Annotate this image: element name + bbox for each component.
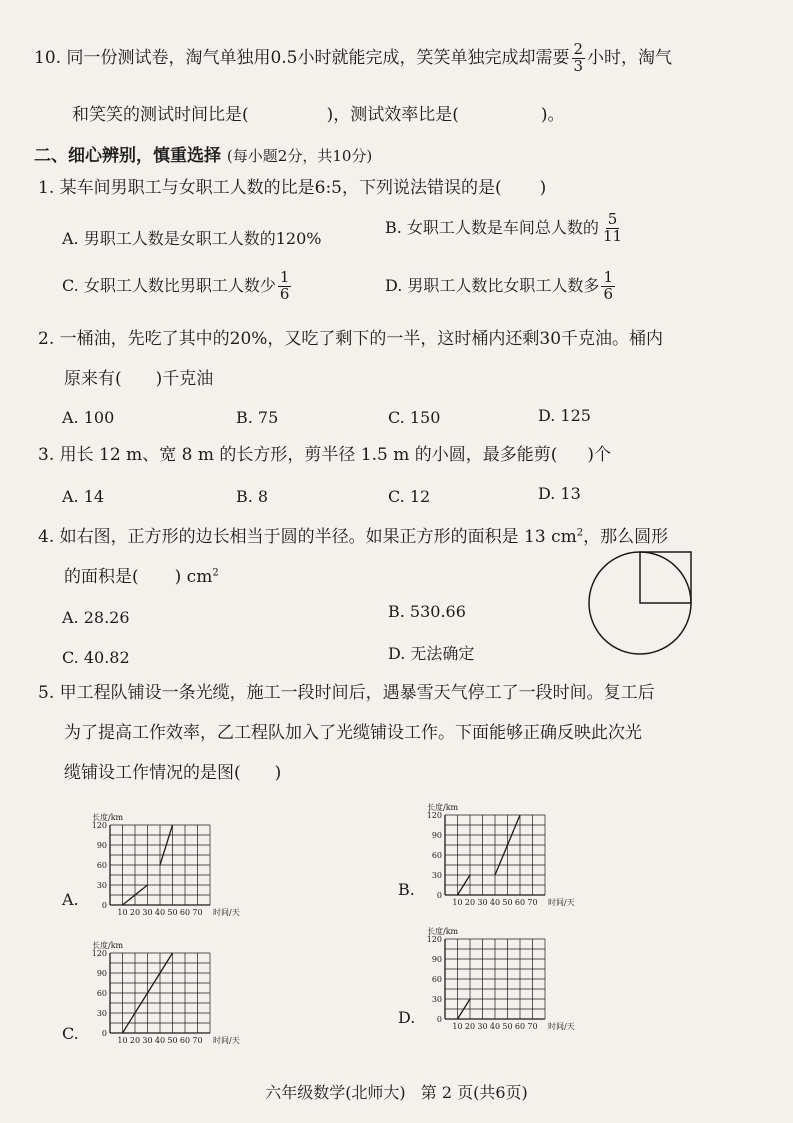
- q1-option-b-num: 5: [607, 210, 618, 228]
- q1-option-b-den: 11: [602, 226, 623, 245]
- q10-frac-den: 3: [573, 56, 584, 75]
- q1-option-b[interactable]: [385, 212, 626, 245]
- y-tick-label: 60: [431, 975, 442, 984]
- y-axis-label: 长度/km: [92, 813, 124, 822]
- q3-option-c[interactable]: C. 12: [388, 487, 431, 506]
- x-axis-label: 时间/天: [548, 1022, 575, 1031]
- x-tick-label: 40: [154, 1036, 166, 1045]
- x-tick-label: 50: [167, 1036, 178, 1045]
- y-axis-label: 长度/km: [92, 941, 124, 950]
- q10-number: 10.: [34, 47, 62, 68]
- graph-a-label[interactable]: A.: [62, 890, 79, 909]
- x-tick-label: 60: [514, 898, 526, 907]
- q1-text-end: ): [539, 178, 547, 198]
- y-tick-label: 30: [96, 1009, 107, 1018]
- graph-d-label[interactable]: D.: [398, 1008, 416, 1027]
- q5-text-2: 为了提高工作效率，乙工程队加入了光缆铺设工作。下面能够正确反映此次光: [64, 723, 642, 743]
- q5-line1: [38, 682, 655, 704]
- x-tick-label: 20: [129, 908, 141, 917]
- q10-text-d: )，测试效率比是(: [326, 105, 459, 125]
- q2-option-c[interactable]: C. 150: [388, 408, 441, 427]
- q5-text-3b: ): [274, 763, 282, 783]
- x-tick-label: 10: [117, 1036, 128, 1045]
- q4-sup-1: 2: [576, 527, 584, 539]
- q1-option-c-fraction: [278, 270, 292, 303]
- q1-option-b-fraction: [601, 212, 624, 245]
- x-tick-label: 40: [489, 898, 501, 907]
- q2-number: 2.: [38, 329, 55, 349]
- q4-text-end: ，那么圆形: [583, 527, 669, 547]
- x-axis-label: 时间/天: [213, 1036, 240, 1045]
- x-tick-label: 20: [464, 1022, 476, 1031]
- q5-number: 5.: [38, 683, 55, 703]
- q1-option-a-text: A. 男职工人数是女职工人数的120%: [62, 229, 322, 248]
- q1-number: 1.: [38, 178, 55, 198]
- q4-option-a[interactable]: A. 28.26: [62, 608, 130, 627]
- y-tick-label: 0: [436, 1015, 442, 1024]
- x-tick-label: 70: [527, 898, 538, 907]
- x-tick-label: 40: [489, 1022, 501, 1031]
- y-tick-label: 30: [431, 871, 442, 880]
- q2-option-a[interactable]: A. 100: [62, 408, 115, 427]
- x-tick-label: 30: [142, 1036, 153, 1045]
- x-tick-label: 10: [452, 898, 463, 907]
- x-axis-label: 时间/天: [548, 898, 575, 907]
- graph-c[interactable]: [80, 938, 280, 1050]
- graph-d[interactable]: [415, 924, 615, 1036]
- y-tick-label: 60: [96, 861, 107, 870]
- x-tick-label: 70: [527, 1022, 538, 1031]
- q5-text-3a: 缆铺设工作情况的是图(: [64, 763, 241, 783]
- q10-fraction: [572, 42, 586, 75]
- q1-option-c-den: 6: [279, 284, 290, 303]
- q1-option-a[interactable]: [62, 226, 321, 249]
- q2-text-b: )千克油: [155, 369, 214, 389]
- graph-b-label[interactable]: B.: [398, 880, 415, 899]
- q4-option-c[interactable]: C. 40.82: [62, 648, 130, 667]
- y-tick-label: 120: [426, 811, 442, 820]
- y-tick-label: 90: [96, 969, 107, 978]
- q2-line1: [38, 328, 663, 350]
- graph-c-label[interactable]: C.: [62, 1024, 79, 1043]
- q1-option-d[interactable]: [385, 270, 617, 303]
- x-tick-label: 50: [502, 898, 513, 907]
- q3-option-d[interactable]: D. 13: [538, 484, 581, 503]
- x-axis-label: 时间/天: [213, 908, 240, 917]
- q10-frac-num: 2: [573, 40, 584, 58]
- footer-page-number: 第 2 页(共6页): [420, 1083, 528, 1102]
- q1-option-b-text: B. 女职工人数是车间总人数的: [385, 217, 599, 237]
- q2-text: 一桶油，先吃了其中的20%，又吃了剩下的一半，这时桶内还剩30千克油。桶内: [59, 329, 664, 349]
- x-tick-label: 70: [192, 1036, 203, 1045]
- q3-option-a[interactable]: A. 14: [62, 487, 105, 506]
- q4-option-b[interactable]: B. 530.66: [388, 602, 466, 621]
- q1-stem: [38, 177, 546, 199]
- q1-option-d-text: D. 男职工人数比女职工人数多: [385, 275, 600, 295]
- graph-a[interactable]: [80, 810, 280, 922]
- x-tick-label: 20: [464, 898, 476, 907]
- q10-line2: [72, 104, 565, 126]
- x-tick-label: 10: [117, 908, 128, 917]
- q3-stem: [38, 444, 611, 466]
- q1-option-d-fraction: [601, 270, 615, 303]
- q10-text-b: 小时，淘气: [587, 47, 673, 68]
- q1-option-c-text: C. 女职工人数比男职工人数少: [62, 275, 276, 295]
- graph-b[interactable]: [415, 800, 615, 912]
- y-tick-label: 90: [431, 831, 442, 840]
- q3-text: 用长 12 m、宽 8 m 的长方形，剪半径 1.5 m 的小圆，最多能剪(: [59, 445, 558, 465]
- y-tick-label: 30: [431, 995, 442, 1004]
- q4-text-b: ) cm: [174, 567, 213, 587]
- q10-text-a: 同一份测试卷，淘气单独用0.5小时就能完成，笑笑单独完成却需要: [66, 47, 570, 68]
- x-tick-label: 50: [502, 1022, 513, 1031]
- y-tick-label: 120: [426, 935, 442, 944]
- q2-line2: [64, 368, 213, 390]
- q4-circle-square-figure: [585, 548, 695, 658]
- q2-option-d[interactable]: D. 125: [538, 406, 591, 425]
- y-tick-label: 30: [96, 881, 107, 890]
- q3-text-end: )个: [587, 445, 611, 465]
- section-2-note: (每小题2分，共10分): [226, 147, 373, 165]
- q2-text-a: 原来有(: [64, 369, 122, 389]
- page-footer: [0, 1080, 793, 1103]
- x-tick-label: 60: [514, 1022, 526, 1031]
- y-tick-label: 0: [436, 891, 442, 900]
- y-tick-label: 90: [431, 955, 442, 964]
- y-tick-label: 0: [101, 1029, 107, 1038]
- x-tick-label: 10: [452, 1022, 463, 1031]
- q5-text-1: 甲工程队铺设一条光缆，施工一段时间后，遇暴雪天气停工了一段时间。复工后: [59, 683, 655, 703]
- q1-option-c-num: 1: [279, 268, 290, 286]
- y-tick-label: 0: [101, 901, 107, 910]
- x-tick-label: 30: [477, 1022, 488, 1031]
- q5-line2: [64, 722, 642, 744]
- q1-option-c[interactable]: [62, 270, 293, 303]
- section-2-title: 二、细心辨别，慎重选择: [34, 146, 221, 166]
- q4-text-a: 的面积是(: [64, 567, 139, 587]
- x-tick-label: 60: [179, 1036, 191, 1045]
- q4-sup-2: 2: [212, 567, 219, 579]
- q3-option-b[interactable]: B. 8: [236, 487, 269, 506]
- y-tick-label: 120: [91, 821, 107, 830]
- q5-line3: [64, 762, 281, 784]
- q4-number: 4.: [38, 527, 55, 547]
- q1-option-d-num: 1: [603, 268, 613, 286]
- y-axis-label: 长度/km: [427, 927, 459, 936]
- x-tick-label: 70: [192, 908, 203, 917]
- q1-text: 某车间男职工与女职工人数的比是6:5，下列说法错误的是(: [59, 178, 502, 198]
- y-tick-label: 60: [431, 851, 442, 860]
- y-axis-label: 长度/km: [427, 803, 459, 812]
- q3-number: 3.: [38, 445, 55, 465]
- q4-line1: [38, 526, 668, 548]
- y-tick-label: 90: [96, 841, 107, 850]
- x-tick-label: 20: [129, 1036, 141, 1045]
- q1-option-d-den: 6: [603, 284, 613, 303]
- q10-line1: [34, 42, 672, 75]
- q10-text-c: 和笑笑的测试时间比是(: [72, 105, 249, 125]
- y-tick-label: 120: [91, 949, 107, 958]
- q4-line2: [64, 566, 219, 588]
- section-2-heading: [34, 145, 372, 167]
- footer-subject: 六年级数学(北师大): [265, 1083, 406, 1102]
- x-tick-label: 60: [179, 908, 191, 917]
- x-tick-label: 30: [142, 908, 153, 917]
- x-tick-label: 30: [477, 898, 488, 907]
- q2-option-b[interactable]: B. 75: [236, 408, 279, 427]
- q10-text-e: )。: [540, 105, 565, 125]
- q4-text: 如右图，正方形的边长相当于圆的半径。如果正方形的面积是 13 cm: [59, 527, 577, 547]
- y-tick-label: 60: [96, 989, 107, 998]
- x-tick-label: 50: [167, 908, 178, 917]
- x-tick-label: 40: [154, 908, 166, 917]
- q4-option-d[interactable]: D. 无法确定: [388, 644, 475, 663]
